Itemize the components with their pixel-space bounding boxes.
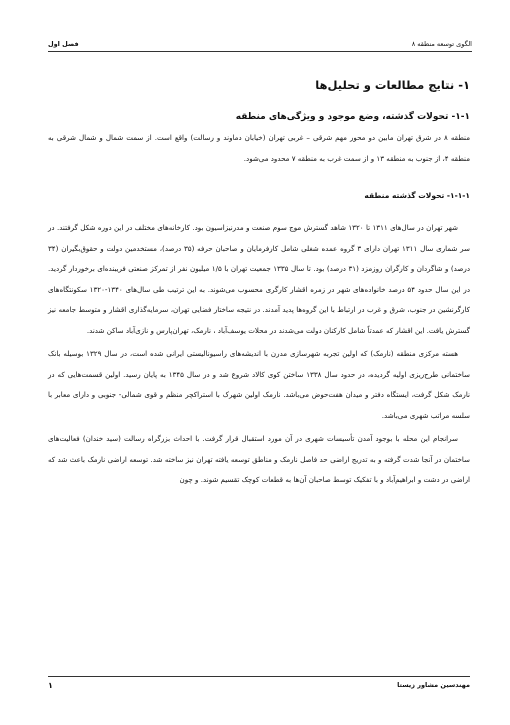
intro-paragraph: منطقه ۸ در شرق تهران مابین دو محور مهم شرقی – غربی تهران (خیابان دماوند و رسالت) واقع است. از سمت شمال و شمال شرقی به منطقه ۴، از جنوب به منطقه ۱۳ و از سمت غرب به منطقه ۷ محدود می‌شود. [48, 133, 470, 163]
section-title: ۱- نتایج مطالعات و تحلیل‌ها [315, 78, 470, 92]
firm-name: مهندسین مشاور زیستا [397, 681, 470, 689]
page-footer [48, 676, 470, 690]
running-header [48, 22, 472, 52]
page-content [48, 78, 470, 494]
body-paragraph: هسته مرکزی منطقه (نارمک) که اولین تجربه شهرسازی مدرن با اندیشه‌های راسیونالیستی ایرانی شده است، در سال ۱۳۲۹ بوسیله بانک ساختمانی طرح‌ریزی اولیه گردیده، در حدود سال ۱۳۳۸ ساختن کوی کالاد شروع شد و در سال ۱۳۴۵ به پایان رسید. اولین قسمت‌هایی که در نارمک شکل گرفت، ایستگاه دفتر و میدان هفت‌حوض می‌باشد. نارمک اولین شهرک با استراکچر منظم و قوی شمالی- جنوبی و دارای معابر با سلسه مراتب شهری می‌باشد. [48, 349, 470, 420]
page-number: ۱ [48, 681, 53, 690]
subsection-title: ۱-۱- تحولات گذشته، وضع موجود و ویژگی‌های منطقه [235, 112, 470, 122]
chapter-label: فصل اول [48, 40, 79, 48]
document-title: الگوی توسعه منطقه ۸ [411, 40, 472, 48]
subsubsection-title: ۱-۱-۱- تحولات گذشته منطقه [364, 191, 470, 200]
body-paragraph: سرانجام این محله با بوجود آمدن تأسیسات شهری در آن مورد استقبال قرار گرفت. با احداث بزرگراه رسالت (سید خندان) فعالیت‌های ساختمان در آنجا شدت گرفته و به تدریج اراضی حد فاصل نارمک و مناطق توسعه یافته تهران نیز ساخته شد. توسعه اراضی نارمک باعث شد که اراضی در دشت و ابراهیم‌آباد و با تفکیک توسط صاحبان آن‌ها به قطعات کوچک تقسیم شوند. و چون [48, 434, 470, 484]
body-paragraph: شهر تهران در سال‌های ۱۳۱۱ تا ۱۳۲۰ شاهد گسترش موج سوم صنعت و مدرنیزاسیون بود. کارخانه‌های مختلف در این دوره شکل گرفتند. در سر شماری سال ۱۳۱۱ تهران دارای ۳ گروه عمده شغلی شامل کارفرمایان و صاحبان حرفه (۳۵ درصد)، مستخدمین دولت و حقوق‌بگیران (۳۴ درصد) و شاگردان و کارگران روزمزد (۳۱ درصد) بود. تا سال ۱۳۳۵ جمعیت تهران با ۱/۵ میلیون نفر از تمرکز صنعتی فریبنده‌ای برخوردار گردید. در این سال حدود ۵۴ درصد خانواده‌های شهر در زمره اقشار کارگری محسوب می‌شوند. به این ترتیب طی سال‌های ۱۳۴۰-۱۳۲۰ سکونتگاه‌های کارگرنشین در جنوب، شرق و غرب در ارتباط با این گروه‌ها پدید آمدند. در نتیجه ساختار فضایی تهران، سرمایه‌گذاری اقشار و متوسط جامعه نیز گسترش یافت. این اقشار که عمدتاً شامل کارکنان دولت می‌شدند در محلات یوسف‌آباد ، نارمک، تهران‌پارس و نازی‌آباد ساکن شدند. [48, 223, 471, 335]
